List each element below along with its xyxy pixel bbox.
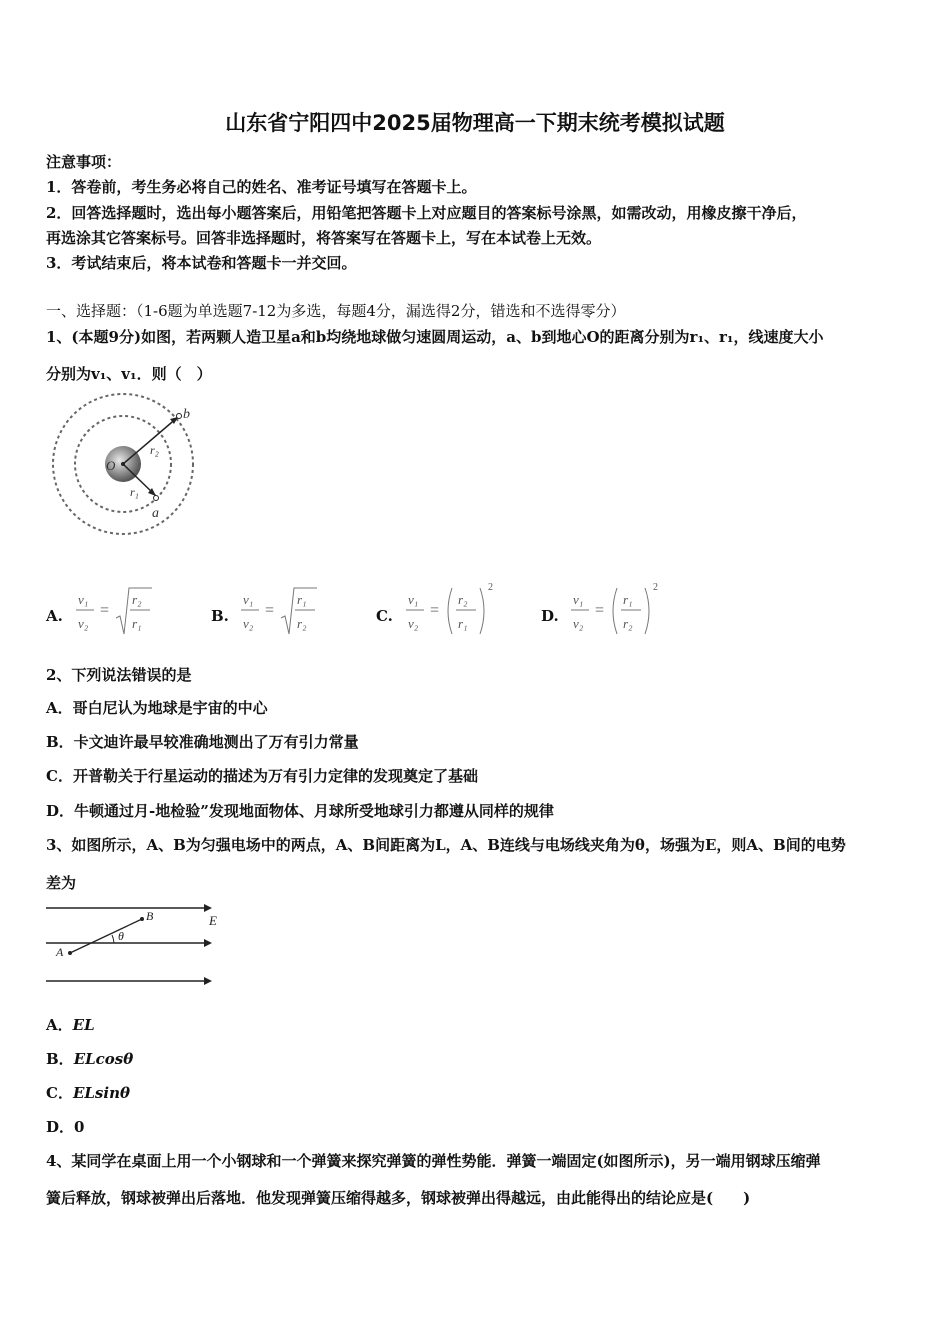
notice-item-1: 1．答卷前，考生务必将自己的姓名、准考证号填写在答题卡上。 [46, 178, 477, 196]
q2-stem: 2、下列说法错误的是 [46, 666, 192, 684]
a-rhs-num: r₂ [132, 592, 142, 607]
q3-option-b-letter: B． [46, 1050, 74, 1068]
q3-option-d-value: 0 [74, 1118, 85, 1136]
q3-option-d[interactable] [46, 1117, 84, 1137]
c-rhs-num: r₂ [458, 592, 468, 607]
q4-stem-line1: 4、某同学在桌面上用一个小钢球和一个弹簧来探究弹簧的弹性势能．弹簧一端固定(如图所示)，另一端用钢球压缩弹 [46, 1152, 821, 1170]
q1-option-b-formula [239, 578, 359, 640]
electric-field-diagram [44, 898, 234, 992]
q2-option-b[interactable]: B．卡文迪许最早较准确地测出了万有引力常量 [46, 733, 359, 751]
q2-option-a[interactable]: A．哥白尼认为地球是宇宙的中心 [46, 699, 268, 717]
q1-stem-line1: 1、(本题9分)如图，若两颗人造卫星a和b均绕地球做匀速圆周运动，a、b到地心O的距离分别为r₁、r₁，线速度大小 [46, 328, 824, 346]
q3-option-a-value: EL [72, 1016, 95, 1034]
a-eq: = [100, 602, 110, 619]
orbit-diagram [48, 392, 198, 542]
q1-option-b[interactable] [211, 592, 361, 642]
q1-option-d[interactable] [541, 582, 701, 642]
notice-item-2-cont: 再选涂其它答案标号。回答非选择题时，将答案写在答题卡上，写在本试卷上无效。 [46, 229, 602, 247]
b-lhs-den: v₂ [243, 616, 254, 631]
q1-option-c[interactable] [376, 582, 536, 642]
q2-option-d[interactable]: D．牛顿通过月-地检验”发现地面物体、月球所受地球引力都遵从同样的规律 [46, 802, 554, 820]
label-E: E [209, 913, 217, 928]
label-B: B [146, 909, 154, 923]
q1-option-a-formula [74, 578, 194, 640]
q3-option-b[interactable] [46, 1049, 133, 1069]
a-rhs-den: r₁ [132, 616, 142, 631]
q3-option-c-letter: C． [46, 1084, 73, 1102]
c-lhs-num: v₁ [408, 592, 419, 607]
c-exp: 2 [488, 582, 493, 593]
q3-option-d-letter: D． [46, 1118, 75, 1136]
d-rhs-num: r₁ [623, 592, 633, 607]
q3-option-a[interactable] [46, 1015, 95, 1035]
b-rhs-den: r₂ [297, 616, 307, 631]
label-A: A [56, 945, 64, 959]
b-lhs-num: v₁ [243, 592, 254, 607]
q3-option-c[interactable] [46, 1083, 130, 1103]
label-b: b [183, 407, 190, 422]
q1-option-b-letter: B. [211, 607, 229, 625]
c-eq: = [430, 602, 440, 619]
q1-option-c-letter: C. [376, 607, 393, 625]
label-a: a [152, 506, 159, 521]
c-lhs-den: v₂ [408, 616, 419, 631]
q1-option-a-letter: A. [46, 607, 63, 625]
q3-stem-line2: 差为 [46, 874, 77, 892]
q4-stem-line2: 簧后释放，钢球被弹出后落地．他发现弹簧压缩得越多，钢球被弹出得越远，由此能得出的结论应是( ) [46, 1189, 751, 1207]
label-theta: θ [118, 929, 124, 943]
notice-heading: 注意事项： [46, 153, 122, 171]
d-rhs-den: r₂ [623, 616, 633, 631]
q3-option-c-value: ELsinθ [72, 1084, 130, 1102]
section-heading: 一、选择题：（1-6题为单选题7-12为多选，每题4分，漏选得2分，错选和不选得零分） [46, 302, 626, 320]
notice-item-3: 3．考试结束后，将本试卷和答题卡一并交回。 [46, 254, 357, 272]
d-exp: 2 [653, 582, 658, 593]
a-lhs-den: v₂ [78, 616, 89, 631]
notice-item-2: 2．回答选择题时，选出每小题答案后，用铅笔把答题卡上对应题目的答案标号涂黑，如需改动，用橡皮擦干净后， [46, 204, 807, 222]
page-title: 山东省宁阳四中2025届物理高一下期末统考模拟试题 [225, 111, 725, 135]
q1-stem-line2: 分别为v₁、v₁．则（ ） [46, 365, 212, 383]
b-eq: = [265, 602, 275, 619]
a-lhs-num: v₁ [78, 592, 89, 607]
q2-option-c[interactable]: C．开普勒关于行星运动的描述为万有引力定律的发现奠定了基础 [46, 767, 478, 785]
q3-option-a-letter: A． [46, 1016, 73, 1034]
c-rhs-den: r₁ [458, 616, 468, 631]
label-O: O [106, 458, 116, 473]
d-lhs-den: v₂ [573, 616, 584, 631]
d-eq: = [595, 602, 605, 619]
q1-option-c-formula [404, 578, 534, 640]
q1-option-d-formula [569, 578, 699, 640]
q1-option-a[interactable] [46, 592, 196, 642]
q1-option-d-letter: D. [541, 607, 559, 625]
d-lhs-num: v₁ [573, 592, 584, 607]
label-r2: r₂ [150, 443, 159, 457]
q3-stem-line1: 3、如图所示，A、B为匀强电场中的两点，A、B间距离为L，A、B连线与电场线夹角为θ，场强为E，则A、B间的电势 [46, 836, 846, 854]
label-r1: r₁ [130, 485, 139, 499]
q3-option-b-value: ELcosθ [73, 1050, 134, 1068]
b-rhs-num: r₁ [297, 592, 307, 607]
